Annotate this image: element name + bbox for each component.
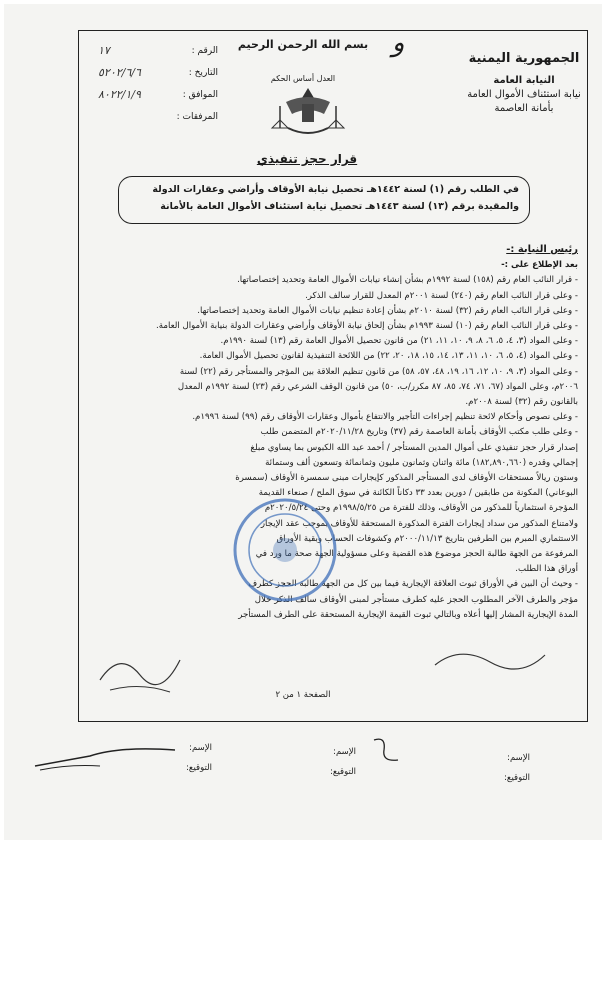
- body-paragraph: بالقانون رقم (٣٢) لسنة ٢٠٠٨م.: [465, 397, 578, 408]
- signature-scribble-icon: [430, 640, 550, 680]
- body-paragraph: ولامتناع المذكور من سداد إيجارات الفترة المذكورة المستحقة للأوقاف بموجب عقد الإيجار: [260, 518, 578, 529]
- body-paragraph: - وعلى المواد (٣، ٤، ٥، ٦، ٨، ٩، ١٠، ١١، ٢١) من قانون تحصيل الأموال العامة رقم (١٣) لسنة ١٩٩٠م.: [220, 336, 578, 347]
- body-paragraph: - وعلى قرار النائب العام رقم (٣٢) لسنة ٢٠١٠م بشأن إعادة تنظيم نيابات الأموال العامة وتحديد إختصاصاتها.: [197, 305, 578, 316]
- official-stamp-icon: [230, 495, 340, 605]
- body-paragraph: الاستثماري المبرم بين الطرفين بتاريخ ٢٠٠٠/١١/١٣م وكشوفات الحساب وبقية الأوراق: [276, 533, 578, 544]
- name-label: الإسم:: [507, 753, 530, 763]
- decision-title: قرار حجز تنفيذي: [256, 152, 358, 166]
- subject-line: في الطلب رقم (١) لسنة ١٤٤٢هـ تحصيل نيابة الأوقاف وأراضي وعقارات الدولة: [152, 184, 519, 195]
- field-label: التاريخ :: [188, 68, 218, 78]
- name-label: الإسم:: [333, 747, 356, 757]
- body-paragraph: ٢٠٠٦م، وعلى المواد (٦٧، ٧١، ٧٤، ٨٥، ٨٧ مكرر/ب، ٥٠) من قانون الوقف الشرعي رقم (٢٣) لسنة ١٩٩٢م المعدل: [177, 381, 578, 392]
- authority-line-4: بأمانة العاصمة: [494, 103, 554, 114]
- body-paragraph: المؤجرة استثمارياً للمذكور من الأوقاف، وذلك للفترة من ١٩٩٨/٥/٢٥م وحتى ٢٠٢٠/٥/٢٤م: [264, 503, 578, 514]
- body-paragraph: - وعلى المواد (٤، ٥، ٦، ١٠، ١١، ١٣، ١٤، ١٥، ١٨، ٢٠، ٢٢) من اللائحة التنفيذية لقانون تحصيل الأموال العامة.: [199, 351, 578, 362]
- body-paragraph: - وحيث أن البين في الأوراق ثبوت العلاقة الإيجارية فيما بين كل من الجهة طالبة الحجز كطرف: [248, 579, 578, 590]
- body-paragraph: - وعلى قرار النائب العام رقم (٢٤٠) لسنة ٢٠٠١م المعدل للقرار سالف الذكر.: [305, 290, 578, 301]
- body-paragraph: إجمالي وقدره (١٨٢,٨٩٠,٦٦٠) مائة واثنان وثمانون مليون وثمانمائة وتسعون ألف وستمائة: [265, 457, 578, 468]
- body-paragraph: إصدار قرار حجز تنفيذي على أموال المدين المستأجر / أحمد عبد الله الكبوس بما يساوي مبلغ: [250, 442, 578, 453]
- subject-box: [118, 176, 530, 224]
- body-paragraph: البوعاني) المكونة من طابقين / دورين بعدد ٣٣ دكاناً الكائنة في سوق الملح / صنعاء القديمة: [258, 488, 578, 499]
- body-paragraph: وستون ريالاً مستحقات الأوقاف لدى المستأجر المذكور كإيجارات مبنى سمسرة الأوقاف (سمسرة: [235, 473, 578, 484]
- signature-label: التوقيع:: [186, 763, 212, 773]
- body-paragraph: - وعلى طلب مكتب الأوقاف بأمانة العاصمة رقم (٣٧) وتاريخ ٢٠٢٠/١١/٢٨م المتضمن طلب: [260, 427, 578, 438]
- body-paragraph: بعد الإطلاع على :-: [501, 260, 578, 271]
- body-paragraph: - وعلى المواد (٣، ٩، ١٠، ١٢، ١٦، ١٩، ٤٨، ٥٧، ٥٨) من قانون تنظيم العلاقة بين المؤجر والمستأجر رقم (٢٢) لسنة: [179, 366, 578, 377]
- subject-line: والمقيدة برقم (١٣) لسنة ١٤٤٣هـ تحصيل نيابة استئناف الأموال العامة بالأمانة: [160, 201, 519, 212]
- field-value: ١٧: [98, 44, 110, 57]
- corner-handwriting: ﻭ: [392, 28, 405, 58]
- authority-line-2: النيابة العامة: [493, 75, 555, 86]
- field-label: الرقم :: [191, 46, 218, 56]
- basmala: بسم الله الرحمن الرحيم: [237, 38, 369, 51]
- signature-block-middle: [236, 742, 356, 782]
- signature-label: التوقيع:: [504, 773, 530, 783]
- name-label: الإسم:: [189, 743, 212, 753]
- handwritten-note-icon: [90, 640, 190, 700]
- page-number: الصفحة ١ من ٢: [275, 690, 331, 700]
- body-paragraph: - وعلى نصوص وأحكام لائحة تنظيم إجراءات التأجير والانتفاع بأموال وعقارات الأوقاف رقم (٩٩) لسنة ١٩٩٦م.: [192, 412, 578, 423]
- left-signature-icon: [30, 736, 180, 776]
- authority-line-3: نيابة استئناف الأموال العامة: [467, 89, 581, 100]
- signature-block-right: [410, 748, 530, 788]
- body-paragraph: مؤجر والطرف الآخر المطلوب الحجز عليه كطرف مستأجر لمبنى الأوقاف سالف الذكر خلال: [254, 594, 578, 605]
- field-value: ٥٢٠٢/٦/٦: [98, 66, 141, 79]
- body-heading: رئيس النيابة :-: [506, 244, 578, 255]
- authority-line-1: الجمهورية اليمنية: [468, 51, 580, 66]
- field-label: الموافق :: [182, 90, 218, 100]
- body-paragraph: أوراق هذا الطلب.: [515, 564, 578, 575]
- body-paragraph: المدة الإيجارية المشار إليها أعلاه وبالتالي ثبوت القيمة الإيجارية المستحقة على الطرف المستأجر: [238, 609, 578, 620]
- field-value: ٨٠٢٢/١/٩: [98, 88, 141, 101]
- signature-label: التوقيع:: [330, 767, 356, 777]
- slogan: العدل أساس الحكم: [270, 74, 336, 83]
- body-paragraph: المرفوعة من الجهة طالبة الحجز موضوع هذه القضية وعلى مسؤولية الجهة صحة ما ورد في: [255, 549, 578, 560]
- body-paragraph: - وعلى قرار النائب العام رقم (١٠) لسنة ١٩٩٣م بشأن إلحاق نيابة الأوقاف وأراضي وعقارات الدولة بنيابة الأموال العامة.: [156, 321, 578, 332]
- middle-signature-icon: [366, 732, 406, 772]
- field-label: المرفقات :: [176, 112, 218, 122]
- body-paragraph: - قرار النائب العام رقم (١٥٨) لسنة ١٩٩٢م بشأن إنشاء نيابات الأموال العامة وتحديد إختصاصاتها.: [237, 275, 578, 286]
